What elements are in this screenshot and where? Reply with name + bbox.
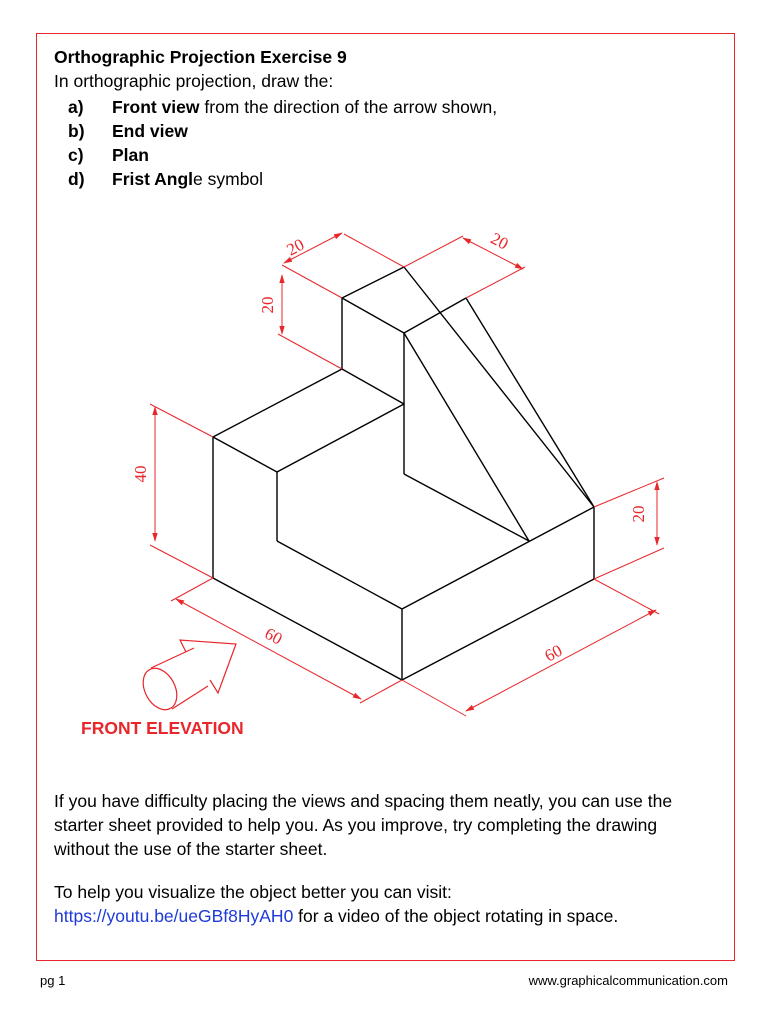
dim-right-height: 20 xyxy=(629,505,648,523)
task-label: b) xyxy=(68,121,85,141)
object-outline xyxy=(213,267,594,680)
task-bold: End view xyxy=(112,121,188,141)
intro-text: In orthographic projection, draw the: xyxy=(54,71,334,91)
task-bold: Plan xyxy=(112,145,149,165)
task-label: d) xyxy=(68,169,85,189)
task-label: a) xyxy=(68,97,84,117)
dim-left-height: 40 xyxy=(131,465,150,483)
exercise-title: Orthographic Projection Exercise 9 xyxy=(54,47,347,67)
dim-top-right: 20 xyxy=(487,228,512,254)
footer-website: www.graphicalcommunication.com xyxy=(528,973,728,988)
task-label: c) xyxy=(68,145,84,165)
task-rest: e symbol xyxy=(193,169,264,189)
dim-front-width: 60 xyxy=(261,623,286,649)
video-intro-text: To help you visualize the object better you can visit: xyxy=(54,882,452,902)
video-link[interactable]: https://youtu.be/ueGBf8HyAH0 xyxy=(54,906,294,926)
video-after-text: for a video of the object rotating in space. xyxy=(293,906,619,926)
front-elevation-label: FRONT ELEVATION xyxy=(81,718,244,738)
view-direction-arrow-icon xyxy=(136,640,236,715)
dim-top-left: 20 xyxy=(283,234,308,260)
page-number: pg 1 xyxy=(40,973,66,988)
dim-top-height: 20 xyxy=(258,296,277,314)
dim-side-depth: 60 xyxy=(541,640,566,666)
task-bold: Front view xyxy=(112,97,200,117)
help-paragraph: If you have difficulty placing the views and spacing them neatly, you can use the starter sheet provided to help you. As you improve, try completing the drawing without the use of the starter sheet. xyxy=(54,791,673,859)
task-rest: from the direction of the arrow shown, xyxy=(199,97,498,117)
video-paragraph xyxy=(54,880,714,928)
task-bold: Frist Angl xyxy=(112,169,194,189)
